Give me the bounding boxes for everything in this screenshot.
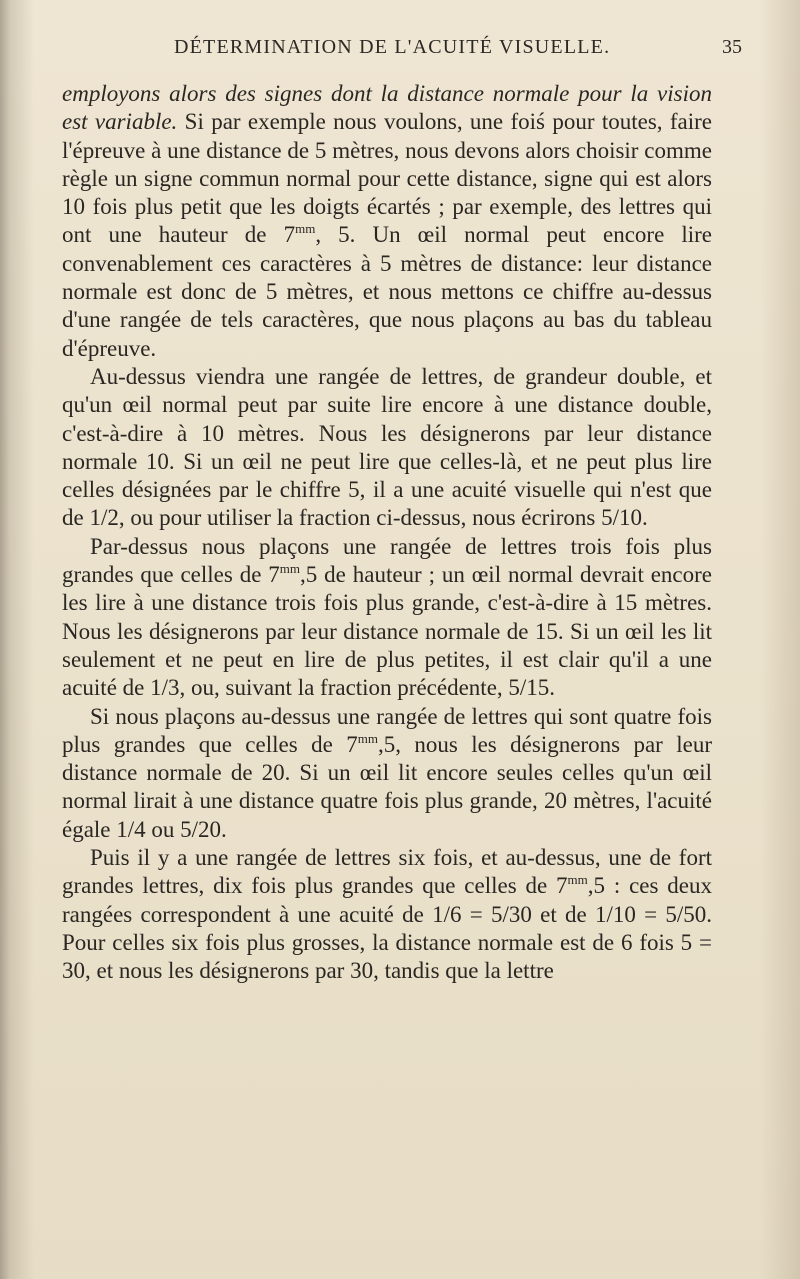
paragraph-1 bbox=[62, 80, 712, 363]
paragraph-5 bbox=[62, 844, 712, 985]
paragraph-1-text-b: , 5. Un œil normal peut encore lire convenablement ces caractères à 5 mètres de distance: leur distance normale est donc de 5 mètres, et nous mettons ce chiffre au-dessus d'une rangée de tels caractères, que nous plaçons au bas du tableau d'épreuve. bbox=[62, 222, 712, 361]
italic-phrase: employons alors des signes dont la distance normale pour la vision est variable. bbox=[62, 81, 712, 135]
running-title: DÉTERMINATION DE L'ACUITÉ VISUELLE. bbox=[174, 36, 611, 58]
paragraph-3-text-a: Par-dessus nous plaçons une rangée de lettres trois fois plus grandes que celles de 7 bbox=[62, 533, 712, 588]
paragraph-3 bbox=[62, 533, 712, 703]
paragraph-2: Au-dessus viendra une rangée de lettres, de grandeur double, et qu'un œil normal peut par suite lire encore à une distance double, c'est-à-dire à 10 mètres. Nous les désignerons par leur distance normale 10. Si un œil ne peut lire que celles-là, et ne peut plus lire celles désignées par le chiffre 5, il a une acuité visuelle qui n'est que de 1/2, ou pour utiliser la fraction ci-dessus, nous écrirons 5/10. bbox=[62, 363, 712, 531]
unit-superscript: mm bbox=[357, 730, 378, 746]
paragraph-3-text-b: ,5 de hauteur ; un œil normal devrait encore les lire à une distance trois fois plus grande, c'est-à-dire à 15 mètres. Nous les désignerons par leur distance normale de 15. Si un œil les lit seulement et ne peut en lire de plus petites, il est clair qu'il a une acuité de 1/3, ou, suivant la fraction précédente, 5/15. bbox=[62, 562, 712, 701]
page-number: 35 bbox=[722, 36, 742, 58]
paragraph-4-text-a: Si nous plaçons au-dessus une rangée de lettres qui sont quatre fois plus grandes que celles de 7 bbox=[62, 703, 712, 757]
paragraph-4 bbox=[62, 703, 712, 844]
unit-superscript: mm bbox=[279, 561, 301, 577]
running-head bbox=[62, 36, 742, 66]
paragraph-5-text-b: ,5 : ces deux rangées correspondent à une acuité de 1/6 = 5/30 et de 1/10 = 5/50. Pour celles six fois plus grosses, la distance normale est de 6 fois 5 = 30, et nous les désignerons par 30, tandis que la lettre bbox=[62, 873, 712, 984]
body-text bbox=[62, 80, 712, 986]
paragraph-5-text-a: Puis il y a une rangée de lettres six fois, et au-dessus, une de fort grandes lettres, dix fois plus grandes que celles de 7 bbox=[62, 845, 712, 899]
paragraph-4-text-b: ,5, nous les désignerons par leur distance normale de 20. Si un œil lit encore seules celles qu'un œil normal lirait à une distance quatre fois plus grande, 20 mètres, l'acuité égale 1/4 ou 5/20. bbox=[62, 731, 712, 842]
unit-superscript: mm bbox=[295, 221, 316, 237]
unit-superscript: mm bbox=[567, 872, 588, 888]
paragraph-1-text-a: Si par exemple nous voulons, une foiś pour toutes, faire l'épreuve à une distance de 5 mètres, nous devons alors choisir comme règle un signe commun normal pour cette distance, signe qui est alors 10 fois plus petit que les doigts écartés ; par exemple, des lettres qui ont une hauteur de 7 bbox=[62, 109, 713, 248]
